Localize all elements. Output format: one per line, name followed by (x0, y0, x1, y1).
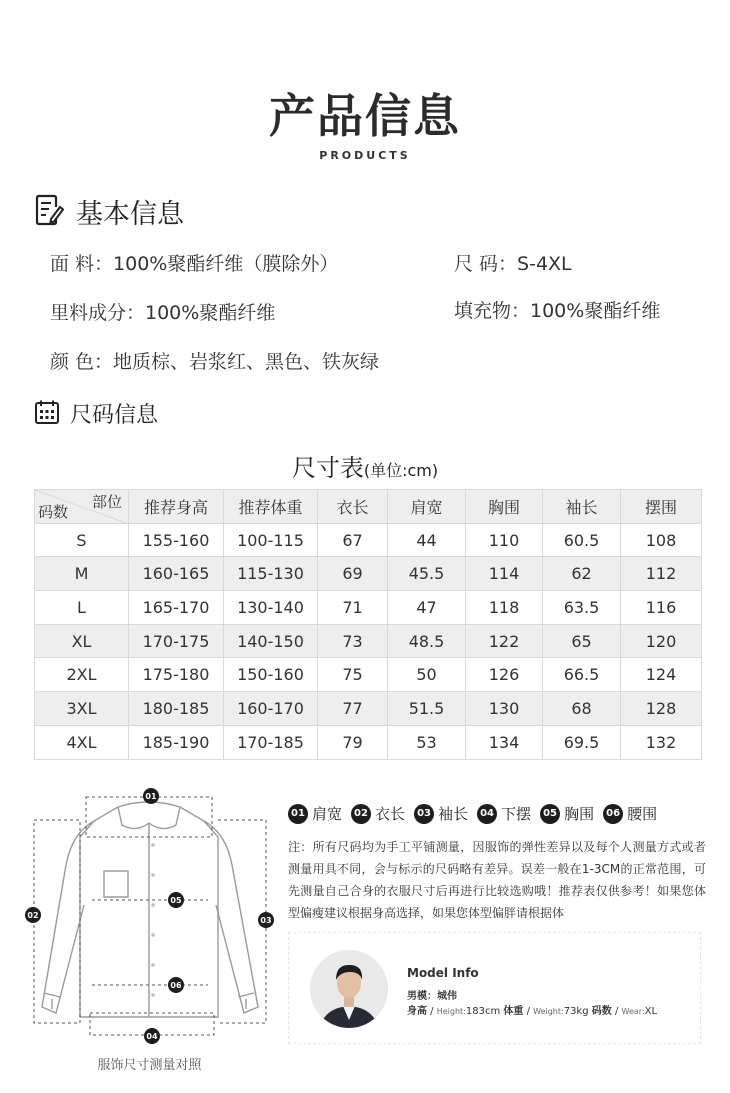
size-value-cell: 118 (466, 591, 543, 625)
size-value-cell: 160-170 (224, 692, 318, 726)
size-info-heading (34, 398, 158, 429)
legend-label: 衣长 (375, 805, 406, 823)
model-info-card (288, 932, 701, 1044)
size-value: XL (644, 1006, 658, 1017)
size-en-label: Wear: (621, 1007, 645, 1016)
corner-label-part: 部位 (91, 493, 122, 511)
size-table-row (35, 591, 702, 625)
fabric-info: 面 料：100%聚酯纤维（膜除外） (50, 253, 339, 275)
diagram-marker: 03 (260, 916, 272, 925)
size-table-row (35, 725, 702, 759)
size-table-header-row (35, 490, 702, 524)
page-title: 产品信息 (269, 89, 461, 143)
size-value-cell: 50 (388, 658, 466, 692)
size-value-cell: 51.5 (388, 692, 466, 726)
basic-info-heading (34, 192, 184, 231)
legend-number: 05 (540, 804, 560, 824)
size-code-cell: 3XL (35, 692, 129, 726)
legend-number: 04 (477, 804, 497, 824)
basic-info-title: 基本信息 (76, 199, 184, 230)
size-value-cell: 180-185 (129, 692, 224, 726)
height-value: 183cm (465, 1006, 501, 1017)
size-value-cell: 47 (388, 591, 466, 625)
colors-info: 颜 色：地质棕、岩浆红、黑色、铁灰绿 (50, 351, 380, 373)
size-value-cell: 132 (621, 725, 702, 759)
legend-number: 01 (288, 804, 308, 824)
size-table-title (0, 448, 730, 483)
column-header: 推荐体重 (224, 490, 318, 524)
model-portrait-icon (310, 950, 388, 1028)
size-value-cell: 128 (621, 692, 702, 726)
size-value-cell: 185-190 (129, 725, 224, 759)
model-stats: 身高 / Height:183cm 体重 / Weight:73kg 码数 / Wear:XL (407, 1006, 658, 1017)
size-table (34, 489, 702, 760)
document-edit-icon (34, 194, 64, 230)
size-value-cell: 67 (318, 523, 388, 557)
legend-number: 06 (603, 804, 623, 824)
size-value-cell: 140-150 (224, 624, 318, 658)
size-value-cell: 48.5 (388, 624, 466, 658)
size-table-row (35, 557, 702, 591)
size-value-cell: 100-115 (224, 523, 318, 557)
size-value-cell: 134 (466, 725, 543, 759)
legend-label: 胸围 (564, 805, 595, 823)
measurement-note: 注：所有尺码均为手工平铺测量，因服饰的弹性差异以及每个人测量方式或者测量用具不同，会与标示的尺码略有差异。误差一般在1-3CM的正常范围，可先测量自己合身的衣服尺寸后再进行比较选购哦！推荐表仅供参考！如果您体型偏瘦建议根据身高选择，如果您体型偏胖请根据体 (288, 840, 706, 920)
legend-number: 02 (351, 804, 371, 824)
size-label: 码数 (591, 1006, 612, 1017)
diagram-marker: 06 (170, 981, 182, 990)
legend-number: 03 (414, 804, 434, 824)
column-header: 胸围 (466, 490, 543, 524)
page-subtitle: PRODUCTS (319, 149, 411, 162)
size-value-cell: 69.5 (543, 725, 621, 759)
size-value-cell: 79 (318, 725, 388, 759)
size-value-cell: 160-165 (129, 557, 224, 591)
calendar-icon (34, 399, 60, 429)
column-header: 推荐身高 (129, 490, 224, 524)
garment-measurement-diagram (22, 785, 277, 1045)
size-value-cell: 130-140 (224, 591, 318, 625)
size-value-cell: 165-170 (129, 591, 224, 625)
size-value-cell: 170-175 (129, 624, 224, 658)
legend-label: 袖长 (438, 805, 469, 823)
legend-label: 肩宽 (312, 805, 343, 823)
size-value-cell: 130 (466, 692, 543, 726)
size-value-cell: 120 (621, 624, 702, 658)
size-table-row (35, 658, 702, 692)
filling-info: 填充物：100%聚酯纤维 (454, 300, 661, 322)
column-header: 肩宽 (388, 490, 466, 524)
size-value-cell: 155-160 (129, 523, 224, 557)
size-value-cell: 115-130 (224, 557, 318, 591)
size-value-cell: 45.5 (388, 557, 466, 591)
size-table-unit: (单位:cm) (363, 461, 439, 480)
size-value-cell: 110 (466, 523, 543, 557)
size-value-cell: 53 (388, 725, 466, 759)
size-code-cell: 4XL (35, 725, 129, 759)
column-header: 摆围 (621, 490, 702, 524)
weight-en-label: Weight: (533, 1007, 564, 1016)
size-value-cell: 124 (621, 658, 702, 692)
size-table-corner (35, 490, 129, 524)
diagram-marker: 04 (146, 1032, 158, 1041)
diagram-marker: 02 (27, 911, 39, 920)
diagram-marker: 01 (145, 792, 157, 801)
size-value-cell: 122 (466, 624, 543, 658)
size-table-row (35, 692, 702, 726)
size-value-cell: 170-185 (224, 725, 318, 759)
measurement-legend (288, 803, 666, 824)
size-value-cell: 71 (318, 591, 388, 625)
size-value-cell: 62 (543, 557, 621, 591)
diagram-caption: 服饰尺寸测量对照 (97, 1058, 202, 1073)
size-table-title-text: 尺寸表 (291, 454, 364, 482)
size-value-cell: 44 (388, 523, 466, 557)
weight-value: 73kg (563, 1006, 589, 1017)
size-value-cell: 69 (318, 557, 388, 591)
size-table-row (35, 624, 702, 658)
size-code-cell: S (35, 523, 129, 557)
lining-info: 里料成分：100%聚酯纤维 (50, 302, 276, 324)
size-value-cell: 112 (621, 557, 702, 591)
size-value-cell: 75 (318, 658, 388, 692)
size-info-title: 尺码信息 (70, 403, 159, 428)
height-label: 身高 (407, 1006, 427, 1017)
size-value-cell: 108 (621, 523, 702, 557)
corner-label-size: 码数 (38, 502, 69, 521)
size-code-cell: L (35, 591, 129, 625)
size-value-cell: 126 (466, 658, 543, 692)
size-value-cell: 65 (543, 624, 621, 658)
size-value-cell: 63.5 (543, 591, 621, 625)
size-value-cell: 150-160 (224, 658, 318, 692)
weight-label: 体重 (503, 1006, 524, 1017)
size-value-cell: 73 (318, 624, 388, 658)
size-value-cell: 68 (543, 692, 621, 726)
size-value-cell: 114 (466, 557, 543, 591)
height-en-label: Height: (436, 1007, 466, 1016)
size-value-cell: 77 (318, 692, 388, 726)
model-name: 男模：城伟 (407, 991, 457, 1002)
column-header: 衣长 (318, 490, 388, 524)
column-header: 袖长 (543, 490, 621, 524)
size-value-cell: 66.5 (543, 658, 621, 692)
size-code-cell: XL (35, 624, 129, 658)
legend-label: 腰围 (627, 805, 658, 823)
size-code-cell: M (35, 557, 129, 591)
size-value-cell: 175-180 (129, 658, 224, 692)
size-value-cell: 60.5 (543, 523, 621, 557)
diagram-marker: 05 (170, 896, 182, 905)
size-range-info: 尺 码：S-4XL (454, 253, 572, 275)
model-info-title: Model Info (407, 966, 479, 980)
size-table-row (35, 523, 702, 557)
legend-label: 下摆 (501, 805, 532, 823)
model-avatar (310, 950, 388, 1028)
size-code-cell: 2XL (35, 658, 129, 692)
size-value-cell: 116 (621, 591, 702, 625)
